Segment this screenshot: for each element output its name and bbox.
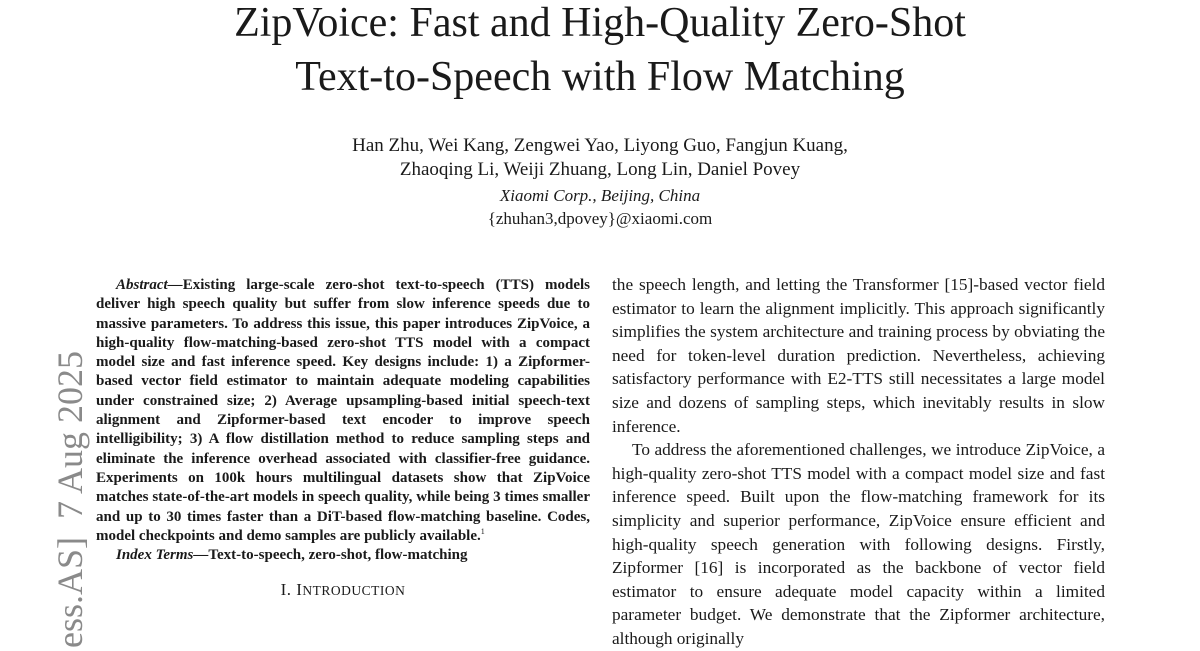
authors-line1: Han Zhu, Wei Kang, Zengwei Yao, Liyong Guo, Fangjun Kuang, bbox=[352, 135, 848, 156]
arxiv-side-stamp: ess.AS] 7 Aug 2025 bbox=[50, 350, 90, 648]
section-title-smallcaps: NTRODUCTION bbox=[302, 583, 406, 599]
body-paragraph: the speech length, and letting the Transformer [15]-based vector field estimator to learn the alignment implicitly. This approach significantly simplifies the system architecture and training process by obviating the need for token-level duration prediction. Nevertheless, achieving satisfactory performance with E2-TTS still necessitates a large model size and dozens of sampling steps, which inevitably results in slow inference. bbox=[612, 275, 1105, 436]
abstract-label: Abstract— bbox=[116, 277, 183, 293]
section-numeral: I. I bbox=[280, 580, 303, 600]
section-heading-introduction bbox=[96, 580, 590, 600]
author-list bbox=[0, 134, 1200, 182]
paper-title bbox=[0, 0, 1200, 104]
affiliation: Xiaomi Corp., Beijing, China bbox=[499, 186, 701, 205]
contact-email: {zhuhan3,dpovey}@xiaomi.com bbox=[487, 209, 713, 228]
body-paragraph: To address the aforementioned challenges, we introduce ZipVoice, a high-quality zero-shot TTS model with a compact model size and fast inference speed. Built upon the flow-matching framework for its simplicity and superior performance, ZipVoice ensure efficient and high-quality speech generation with following designs. Firstly, Zipformer [16] is incorporated as the backbone of vector field estimator to ensure adequate model capacity within a limited parameter budget. We demonstrate that the Zipformer architecture, although originally bbox=[612, 440, 1105, 648]
index-terms-text: Text-to-speech, zero-shot, flow-matching bbox=[208, 547, 468, 564]
abstract bbox=[96, 276, 590, 546]
affiliation-block bbox=[0, 184, 1200, 230]
paper-title-line1: ZipVoice: Fast and High-Quality Zero-Shot bbox=[234, 0, 966, 46]
left-column bbox=[96, 276, 590, 600]
authors-line2: Zhaoqing Li, Weiji Zhuang, Long Lin, Daniel Povey bbox=[399, 159, 801, 180]
abstract-text: Existing large-scale zero-shot text-to-speech (TTS) models deliver high speech quality but suffer from slow inference speeds due to massive parameters. To address this issue, this paper introduces ZipVoice, a high-quality flow-matching-based zero-shot TTS model with a compact model size and fast inference speed. Key designs include: 1) a Zipformer-based vector field estimator to maintain adequate modeling capabilities under constrained size; 2) Average upsampling-based initial speech-text alignment and Zipformer-based text encoder to improve speech intelligibility; 3) A flow distillation method to reduce sampling steps and eliminate the inference overhead associated with classifier-free guidance. Experiments on 100k hours multilingual datasets show that ZipVoice matches state-of-the-art models in speech quality, while being 3 times smaller and up to 30 times faster than a DiT-based flow-matching baseline. Codes, model checkpoints and demo samples are publicly available. bbox=[96, 277, 590, 544]
index-terms bbox=[96, 546, 590, 565]
paper-title-line2: Text-to-Speech with Flow Matching bbox=[295, 54, 905, 100]
right-column bbox=[612, 273, 1105, 651]
index-terms-label: Index Terms— bbox=[116, 547, 209, 564]
footnote-marker: 1 bbox=[480, 526, 485, 536]
